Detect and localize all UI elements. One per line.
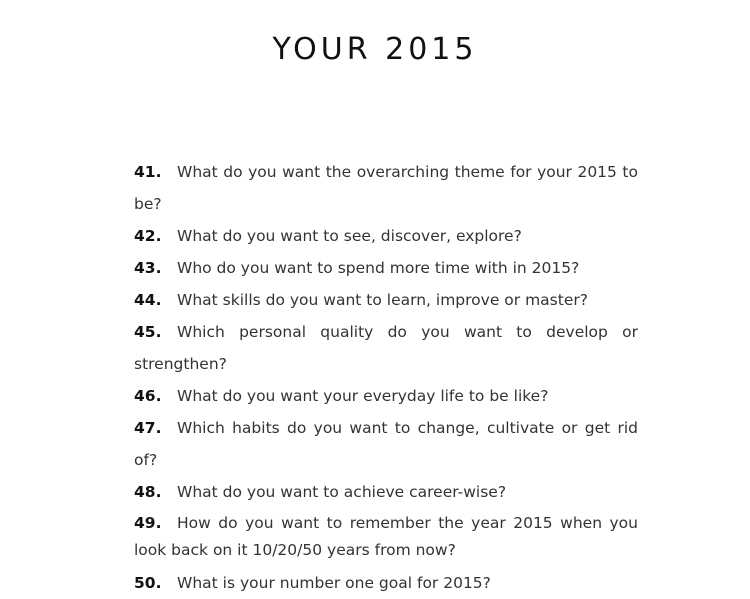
question-item-47 xyxy=(134,412,638,476)
question-item-43 xyxy=(134,252,638,284)
question-text: How do you want to remember the year 2015 when you look back on it 10/20/50 years from now? xyxy=(134,514,638,559)
question-item-45 xyxy=(134,316,638,380)
question-number: 46. xyxy=(134,387,162,405)
question-number: 48. xyxy=(134,483,162,501)
question-number: 41. xyxy=(134,163,162,181)
question-item-46 xyxy=(134,380,638,412)
question-item-48 xyxy=(134,476,638,508)
question-item-41 xyxy=(134,156,638,220)
question-text: What do you want to achieve career-wise? xyxy=(177,483,507,501)
question-list xyxy=(134,156,638,599)
question-number: 44. xyxy=(134,291,162,309)
question-text: What skills do you want to learn, improve or master? xyxy=(177,291,588,309)
question-number: 42. xyxy=(134,227,162,245)
question-number: 47. xyxy=(134,419,162,437)
question-number: 45. xyxy=(134,323,162,341)
question-number: 50. xyxy=(134,574,162,592)
question-text: Who do you want to spend more time with in 2015? xyxy=(177,259,580,277)
question-text: What do you want your everyday life to be like? xyxy=(177,387,549,405)
question-text: What do you want the overarching theme for your 2015 to be? xyxy=(134,163,638,213)
question-item-44 xyxy=(134,284,638,316)
question-number: 49. xyxy=(134,514,162,532)
question-text: Which habits do you want to change, cultivate or get rid of? xyxy=(134,419,638,469)
question-item-42 xyxy=(134,220,638,252)
question-text: Which personal quality do you want to develop or strengthen? xyxy=(134,323,638,373)
question-text: What is your number one goal for 2015? xyxy=(177,574,491,592)
question-text: What do you want to see, discover, explore? xyxy=(177,227,522,245)
question-item-49 xyxy=(134,508,638,567)
page-title: YOUR 2015 xyxy=(272,32,478,67)
question-number: 43. xyxy=(134,259,162,277)
question-item-50 xyxy=(134,567,638,599)
